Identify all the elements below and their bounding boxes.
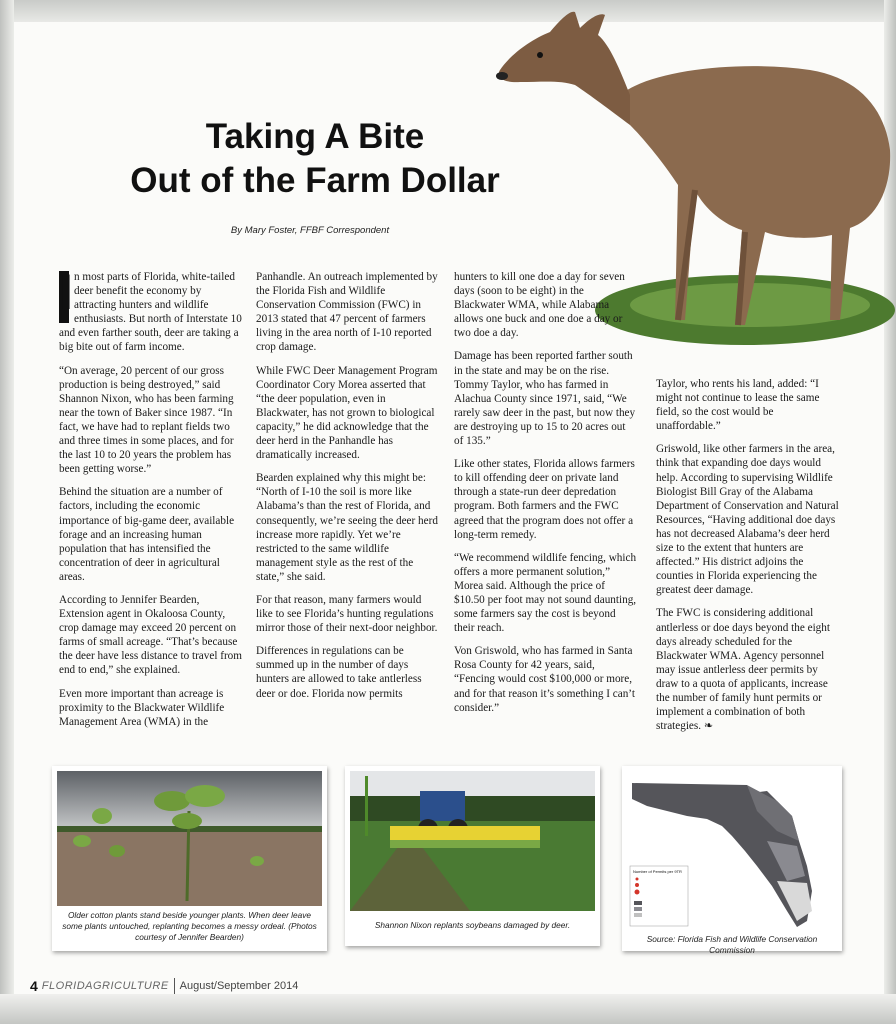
map-legend-title: Number of Permits per 9TR <box>633 869 682 874</box>
planter-photo-caption: Shannon Nixon replants soybeans damaged by deer. <box>374 920 571 930</box>
paragraph-text: The FWC is considering additional antlerless or doe days beyond the eight days already scheduled for the Blackwater WMA. Agency personnel may issue antlerless deer permits by draw to a quota of applicants, increase the number of family hunt permits or implement a combination of both strategies. <box>656 607 830 733</box>
drop-cap: I <box>59 271 69 323</box>
cotton-photo-card <box>52 766 327 951</box>
paragraph: Even more important than acreage is proximity to the Blackwater Wildlife Management Area (WMA) in the <box>59 687 225 728</box>
paragraph: hunters to kill one doe a day for seven days (soon to be eight) in the Blackwater WMA, while Alabama allows one buck and one doe a day or two doe a day. <box>454 271 625 340</box>
paragraph: According to Jennifer Bearden, Extension agent in Okaloosa County, crop damage may exceed 20 percent on farms of small acreage. “That’s because the deer have less distance to travel from end to end,” she explained. <box>59 593 242 677</box>
paragraph: “On average, 20 percent of our gross production is being destroyed,” said Shannon Nixon, who has been farming near the town of Baker since 1987. “In fact, we have had to replant fields two and three times in some places, and for the last 10 to 20 years the problem has been getting worse.” <box>59 364 234 476</box>
cotton-photo-caption: Older cotton plants stand beside younger plants. When deer leave some plants untouched, replanting becomes a messy ordeal. (Photos courtesy of Jennifer Bearden) <box>62 910 317 942</box>
footer-divider <box>174 978 175 994</box>
paragraph: Bearden explained why this might be: “North of I-10 the soil is more like Alabama’s than the rest of Florida, and consequently, we’re seeing the deer herd increase more rapidly. Yet we’re restricted to the same wildlife management style as the rest of the state,” she said. <box>256 472 438 583</box>
planter-photo-card <box>345 766 600 946</box>
byline: By Mary Foster, FFBF Correspondent <box>230 225 390 236</box>
end-mark-icon: ❧ <box>703 719 714 733</box>
florida-permit-map <box>627 771 837 931</box>
article-column-4 <box>656 377 839 742</box>
paragraph: Damage has been reported farther south in the state and may be on the rise. Tommy Taylor, who has farmed in Alachua County since 1971, said, “We rarely saw deer in the past, but now they are destroying up to 15 to 20 acres out of 135.” <box>454 350 636 448</box>
article-title <box>70 115 560 203</box>
title-line-1: Taking A Bite <box>205 117 425 156</box>
paragraph: Griswold, like other farmers in the area, think that expanding doe days would help. According to supervising Wildlife Biologist Bill Gray of the Alabama Department of Conservation and Natural Resources, “Having additional doe days has not decreased Alabama’s deer herd size to the extent that hunters are affected.” His district adjoins the counties in Florida experiencing the greatest deer damage. <box>656 443 839 597</box>
paragraph: Behind the situation are a number of factors, including the economic importance of big-game deer, available forage and an increasing human population that has intensified the concentration of deer in agricultural areas. <box>59 486 235 583</box>
paragraph-text: n most parts of Florida, white-tailed deer benefit the economy by attracting hunters and wildlife enthusiasts. But north of Interstate 10 and even farther south, deer are taking a big bite out of farm income. <box>59 271 242 354</box>
paragraph: Taylor, who rents his land, added: “I might not continue to lease the same field, so the cost would be unaffordable.” <box>656 378 820 433</box>
map-title: Deer Depredation Permits 2012 <box>695 770 769 776</box>
paragraph: “We recommend wildlife fencing, which offers a more permanent solution,” Morea said. Although the price of $10.50 per foot may not sound daunting, some farmers say the cost is beyond their reach. <box>454 551 637 635</box>
article-column-1 <box>59 264 242 738</box>
paragraph: For that reason, many farmers would like to see Florida’s hunting regulations mirror those of their next-door neighbor. <box>256 593 438 635</box>
article-column-3 <box>454 270 637 724</box>
title-line-2: Out of the Farm Dollar <box>130 161 500 200</box>
permit-map-card <box>622 766 842 955</box>
paragraph <box>656 606 839 733</box>
cotton-field-photo <box>57 771 322 906</box>
paragraph: Panhandle. An outreach implemented by the Florida Fish and Wildlife Conservation Commission (FWC) in 2013 stated that 47 percent of farmers living in the area north of I-10 reported crop damage. <box>256 271 438 354</box>
paragraph: Differences in regulations can be summed up in the number of days hunters are allowed to take antlerless deer or doe. Florida now permits <box>256 645 422 700</box>
paragraph: Like other states, Florida allows farmers to kill offending deer on private land through a state-run deer depredation program. Both farmers and the FWC agreed that the program does not offer a long-term remedy. <box>454 458 635 541</box>
page-footer <box>30 976 298 996</box>
paragraph: Von Griswold, who has farmed in Santa Rosa County for 42 years, said, “Fencing would cost $100,000 or more, and for that reason it’s something I can’t consider.” <box>454 645 635 714</box>
map-caption: Source: Florida Fish and Wildlife Conservation Commission <box>646 934 818 955</box>
paragraph <box>59 264 242 355</box>
paragraph: While FWC Deer Management Program Coordinator Cory Morea asserted that “the deer population, even in Blackwater, has not grown to biological capacity,” he did acknowledge that the deer herd in the Panhandle has dramatically increased. <box>256 364 438 462</box>
tractor-planter-photo <box>350 771 595 911</box>
magazine-name: FLORIDAGRICULTURE <box>41 980 169 992</box>
grunge-border-bottom <box>0 994 896 1024</box>
grunge-border-left <box>0 0 14 1024</box>
page-number: 4 <box>30 978 38 994</box>
article-column-2 <box>256 270 439 710</box>
issue-date: August/September 2014 <box>179 980 299 992</box>
